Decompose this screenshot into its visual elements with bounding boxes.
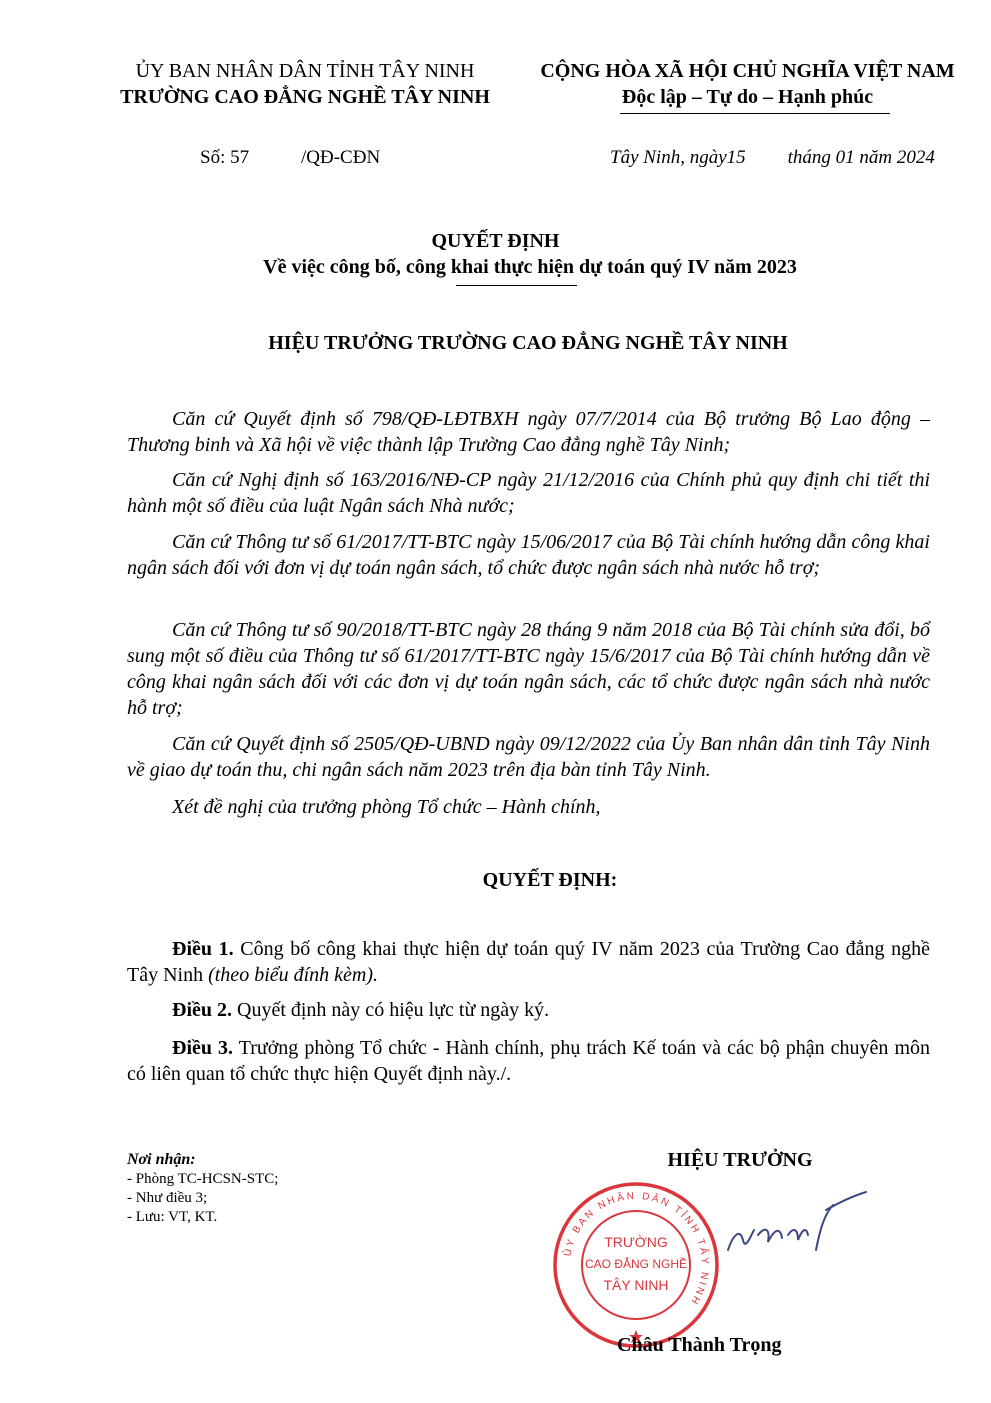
article-3-text: Trưởng phòng Tổ chức - Hành chính, phụ trách Kế toán và các bộ phận chuyên môn có liên quan tổ chức thực hiện Quyết định này./. (127, 1037, 931, 1085)
basis-1: Căn cứ Quyết định số 798/QĐ-LĐTBXH ngày 07/7/2014 của Bộ trưởng Bộ Lao động – Thương binh và Xã hội về việc thành lập Trường Cao đẳng nghề Tây Ninh; (127, 408, 930, 456)
article-1 (127, 936, 930, 988)
nation-motto: Độc lập – Tự do – Hạnh phúc (621, 86, 874, 108)
article-2-label: Điều 2. (172, 999, 232, 1021)
article-1-note: (theo biểu đính kèm). (208, 964, 379, 986)
document-title: QUYẾT ĐỊNH (431, 230, 560, 252)
doc-code: /QĐ-CĐN (301, 147, 381, 168)
svg-text:CAO ĐẲNG NGHỀ: CAO ĐẲNG NGHỀ (584, 1257, 688, 1271)
basis-2: Căn cứ Nghị định số 163/2016/NĐ-CP ngày 21/12/2016 của Chính phủ quy định chi tiết thi hành một số điều của luật Ngân sách Nhà nước; (127, 469, 930, 517)
recipients-title: Nơi nhận: (127, 1151, 196, 1168)
national-header (515, 58, 980, 110)
decision-heading: QUYẾT ĐỊNH: (482, 869, 618, 891)
motto-underline (620, 113, 890, 114)
article-3-label: Điều 3. (172, 1037, 234, 1059)
recipient-item: - Lưu: VT, KT. (127, 1209, 218, 1225)
article-1-text: Công bố công khai thực hiện dự toán quý IV năm 2023 của Trường Cao đẳng nghề Tây Ninh (127, 938, 930, 986)
date-day: 15 (726, 147, 746, 168)
article-1-label: Điều 1. (172, 938, 234, 960)
basis-6: Xét đề nghị của trưởng phòng Tổ chức – Hành chính, (172, 796, 601, 818)
doc-place-date (610, 146, 935, 170)
basis-4: Căn cứ Thông tư số 90/2018/TT-BTC ngày 28 tháng 9 năm 2018 của Bộ Tài chính sửa đổi, bổ sung một số điều của Thông tư số 61/2017/TT-BTC ngày 15/6/2017 của Bộ Tài chính hướng dẫn về công khai ngân sách đối với các đơn vị dự toán ngân sách, các tổ chức được ngân sách nhà nước hỗ trợ; (127, 619, 930, 719)
date-month-year: tháng 01 năm 2024 (787, 147, 935, 168)
doc-number: Số: 57 (200, 147, 250, 168)
basis-5: Căn cứ Quyết định số 2505/QĐ-UBND ngày 09/12/2022 của Ủy Ban nhân dân tỉnh Tây Ninh về giao dự toán thu, chi ngân sách năm 2023 trên địa bàn tỉnh Tây Ninh. (127, 733, 930, 781)
article-3 (127, 1035, 930, 1087)
recipient-item: - Phòng TC-HCSN-STC; (127, 1171, 279, 1187)
subject-underline (456, 285, 577, 286)
recipient-item: - Như điều 3; (127, 1190, 208, 1206)
basis-3: Căn cứ Thông tư số 61/2017/TT-BTC ngày 15/06/2017 của Bộ Tài chính hướng dẫn công khai ngân sách đối với đơn vị dự toán ngân sách, tổ chức được ngân sách nhà nước hỗ trợ; (127, 531, 930, 579)
date-prefix: Tây Ninh, ngày (610, 147, 727, 168)
article-2 (127, 997, 930, 1023)
recipients-block (127, 1150, 427, 1227)
nation-title: CỘNG HÒA XÃ HỘI CHỦ NGHĨA VIỆT NAM (540, 60, 955, 82)
signer-name: Châu Thành Trọng (617, 1334, 782, 1356)
svg-text:TÂY NINH: TÂY NINH (603, 1277, 669, 1293)
issuer-parent: ỦY BAN NHÂN DÂN TỈNH TÂY NINH (135, 60, 475, 82)
issuer-block (95, 58, 515, 110)
svg-text:ỦY BAN NHÂN DÂN TỈNH TÂY NINH: ỦY BAN NHÂN DÂN TỈNH TÂY NINH (562, 1190, 711, 1308)
signer-position: HIỆU TRƯỞNG (667, 1149, 813, 1171)
document-subject: Về việc công bố, công khai thực hiện dự toán quý IV năm 2023 (263, 256, 797, 278)
issuer-name: TRƯỜNG CAO ĐẲNG NGHỀ TÂY NINH (120, 86, 490, 108)
handwritten-signature (688, 1180, 878, 1260)
svg-text:TRƯỜNG: TRƯỜNG (604, 1234, 668, 1250)
article-2-text: Quyết định này có hiệu lực từ ngày ký. (232, 999, 550, 1021)
authority-title: HIỆU TRƯỞNG TRƯỜNG CAO ĐẲNG NGHỀ TÂY NINH (268, 332, 788, 354)
